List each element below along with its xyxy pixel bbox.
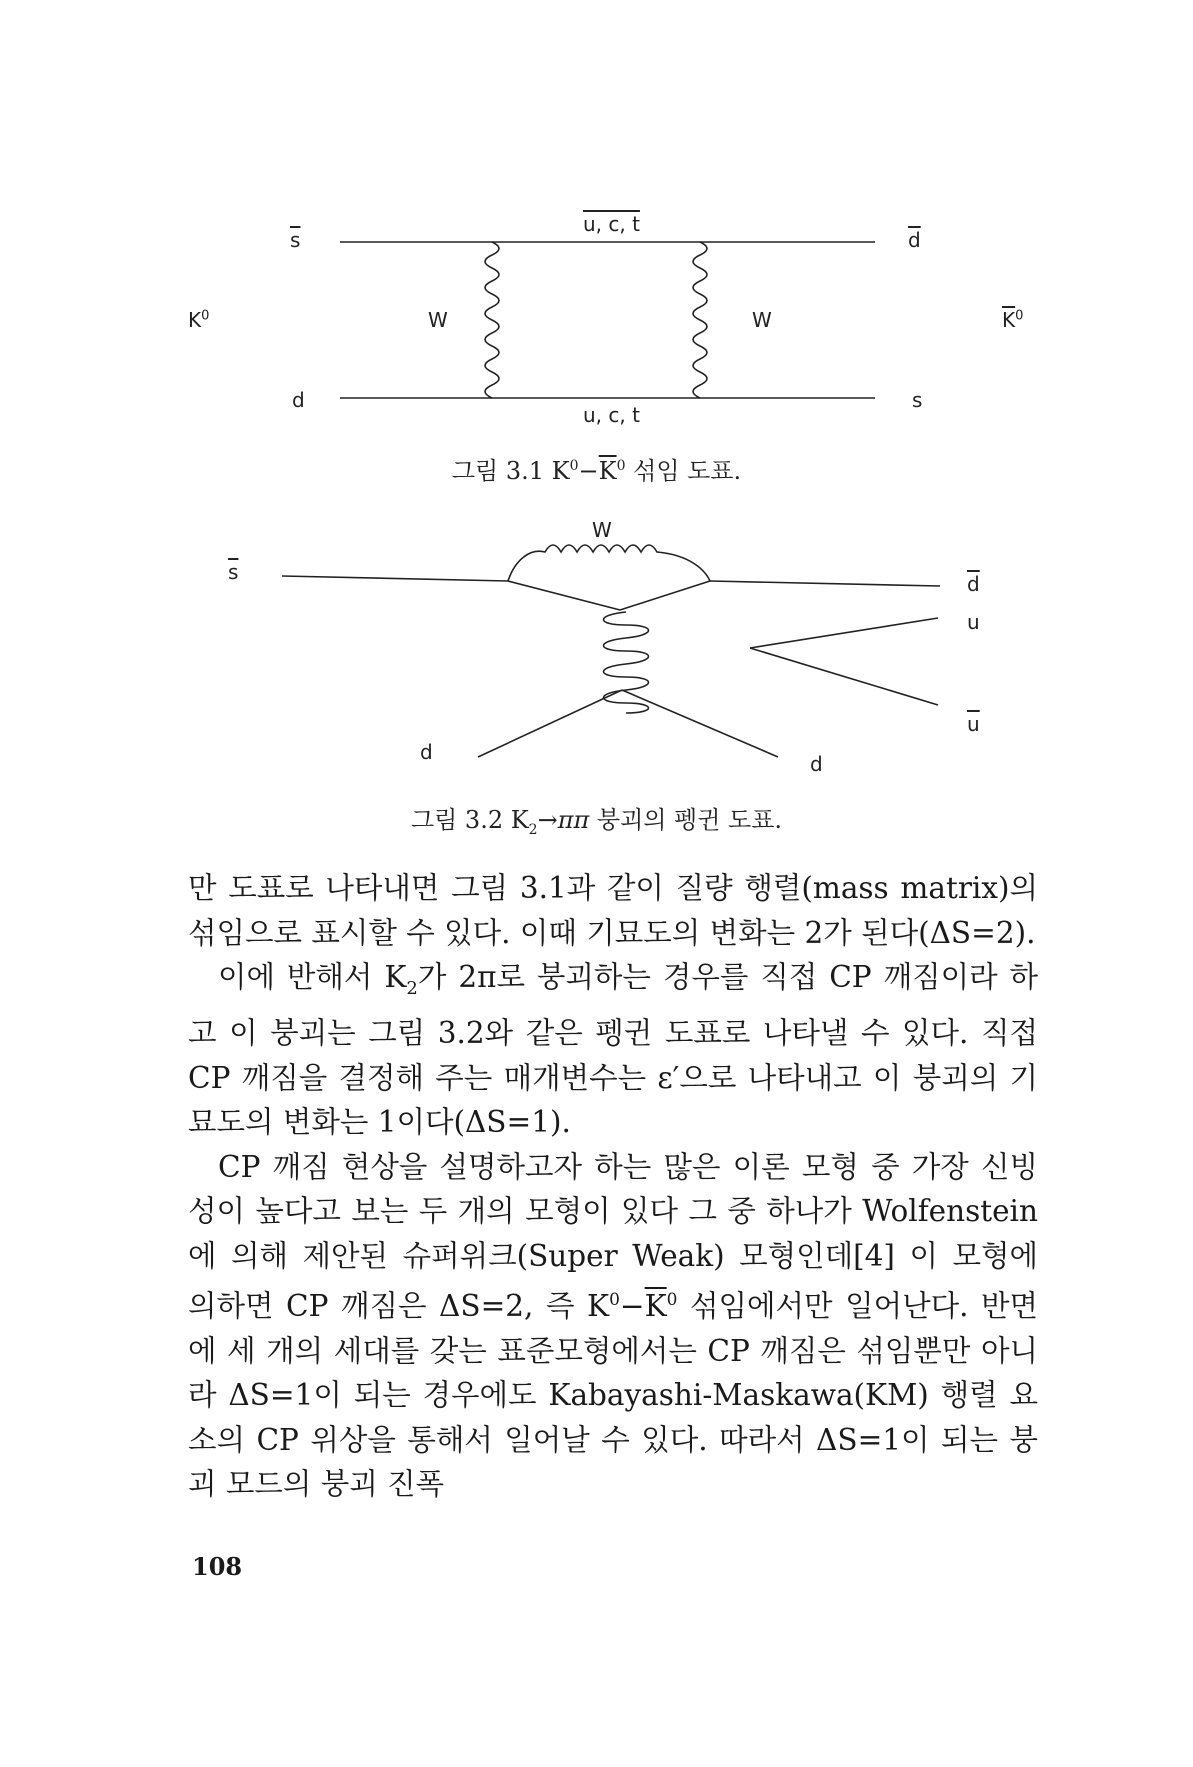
d-bar-line — [710, 581, 940, 586]
figure-3-2-caption: 그림 3.2 $K_2\to\pi\pi$ 붕괴의 펭귄 도표. — [410, 806, 783, 838]
d-line-left — [478, 690, 622, 757]
loop-quark-left — [508, 581, 620, 610]
label-w: W — [592, 518, 612, 542]
paragraph-2: 이에 반해서 $K_2$가 2π로 붕괴하는 경우를 직접 CP 깨짐이라 하고 이 붕괴는 그림 3.2와 같은 펭귄 도표로 나타낼 수 있다. 직접 CP 깨짐을 결정해 주는 매개변수는 ε′으로 나타내고 이 붕괴의 기묘도의 변화는 1이다(ΔS=1). — [188, 960, 1039, 1140]
paragraph-3: CP 깨짐 현상을 설명하고자 하는 많은 이론 모형 중 가장 신빙성이 높다고 보는 두 개의 모형이 있다 그 중 하나가 Wolfenstein에 의해 제안된 슈퍼위크(Super Weak) 모형인데[4] 이 모형에 의하면 CP 깨짐은 ΔS=2, 즉 $K^0-\overline{K}^0$ 섞임에서만 일어난다. 반면에 세 개의 세대를 갖는 표준모형에서는 CP 깨짐은 섞임뿐만 아니라 ΔS=1이 되는 경우에도 Kabayashi-Maskawa(KM) 행렬 요소의 CP 위상을 통해서 일어날 수 있다. 따라서 ΔS=1이 되는 붕괴 모드의 붕괴 진폭 — [188, 1149, 1038, 1502]
label-s-bar-2: $\overline{s}$ — [228, 560, 239, 584]
label-d: d — [292, 388, 305, 412]
label-quarks: u, c, t — [583, 403, 640, 427]
figure-3-1-caption: 그림 3.1 $K^0-\overline{K}^0$ 섞임 도표. — [451, 457, 742, 485]
label-s: s — [912, 388, 923, 412]
label-k0-bar: $\overline{K}^0$ — [1002, 308, 1024, 332]
label-u: u — [967, 610, 980, 634]
label-u-bar: $\overline{u}$ — [967, 712, 980, 736]
label-k0: $K^0$ — [188, 308, 210, 332]
s-bar-line — [282, 576, 508, 581]
page-number: 108 — [192, 1552, 243, 1581]
label-w-left: W — [428, 308, 448, 332]
body-text — [188, 866, 1038, 1507]
w-boson-right — [693, 242, 707, 398]
label-quarks-bar: u, c, t — [583, 212, 640, 236]
u-line — [750, 618, 938, 648]
u-bar-line — [750, 648, 938, 705]
paragraph-1: 만 도표로 나타내면 그림 3.1과 같이 질량 행렬(mass matrix)의 섞임으로 표시할 수 있다. 이때 기묘도의 변화는 2가 된다(ΔS=2). — [188, 871, 1038, 950]
w-loop — [508, 545, 710, 581]
d-line-right — [622, 690, 778, 757]
label-s-bar: $\overline{s}$ — [290, 228, 301, 252]
w-boson-left — [485, 242, 499, 398]
label-d-bar: $\overline{d}$ — [908, 228, 921, 252]
label-w-right: W — [752, 308, 772, 332]
loop-quark-right — [620, 581, 710, 610]
label-d-right: d — [810, 752, 823, 776]
label-d-left: d — [420, 740, 433, 764]
label-d-bar-2: $\overline{d}$ — [967, 572, 980, 596]
